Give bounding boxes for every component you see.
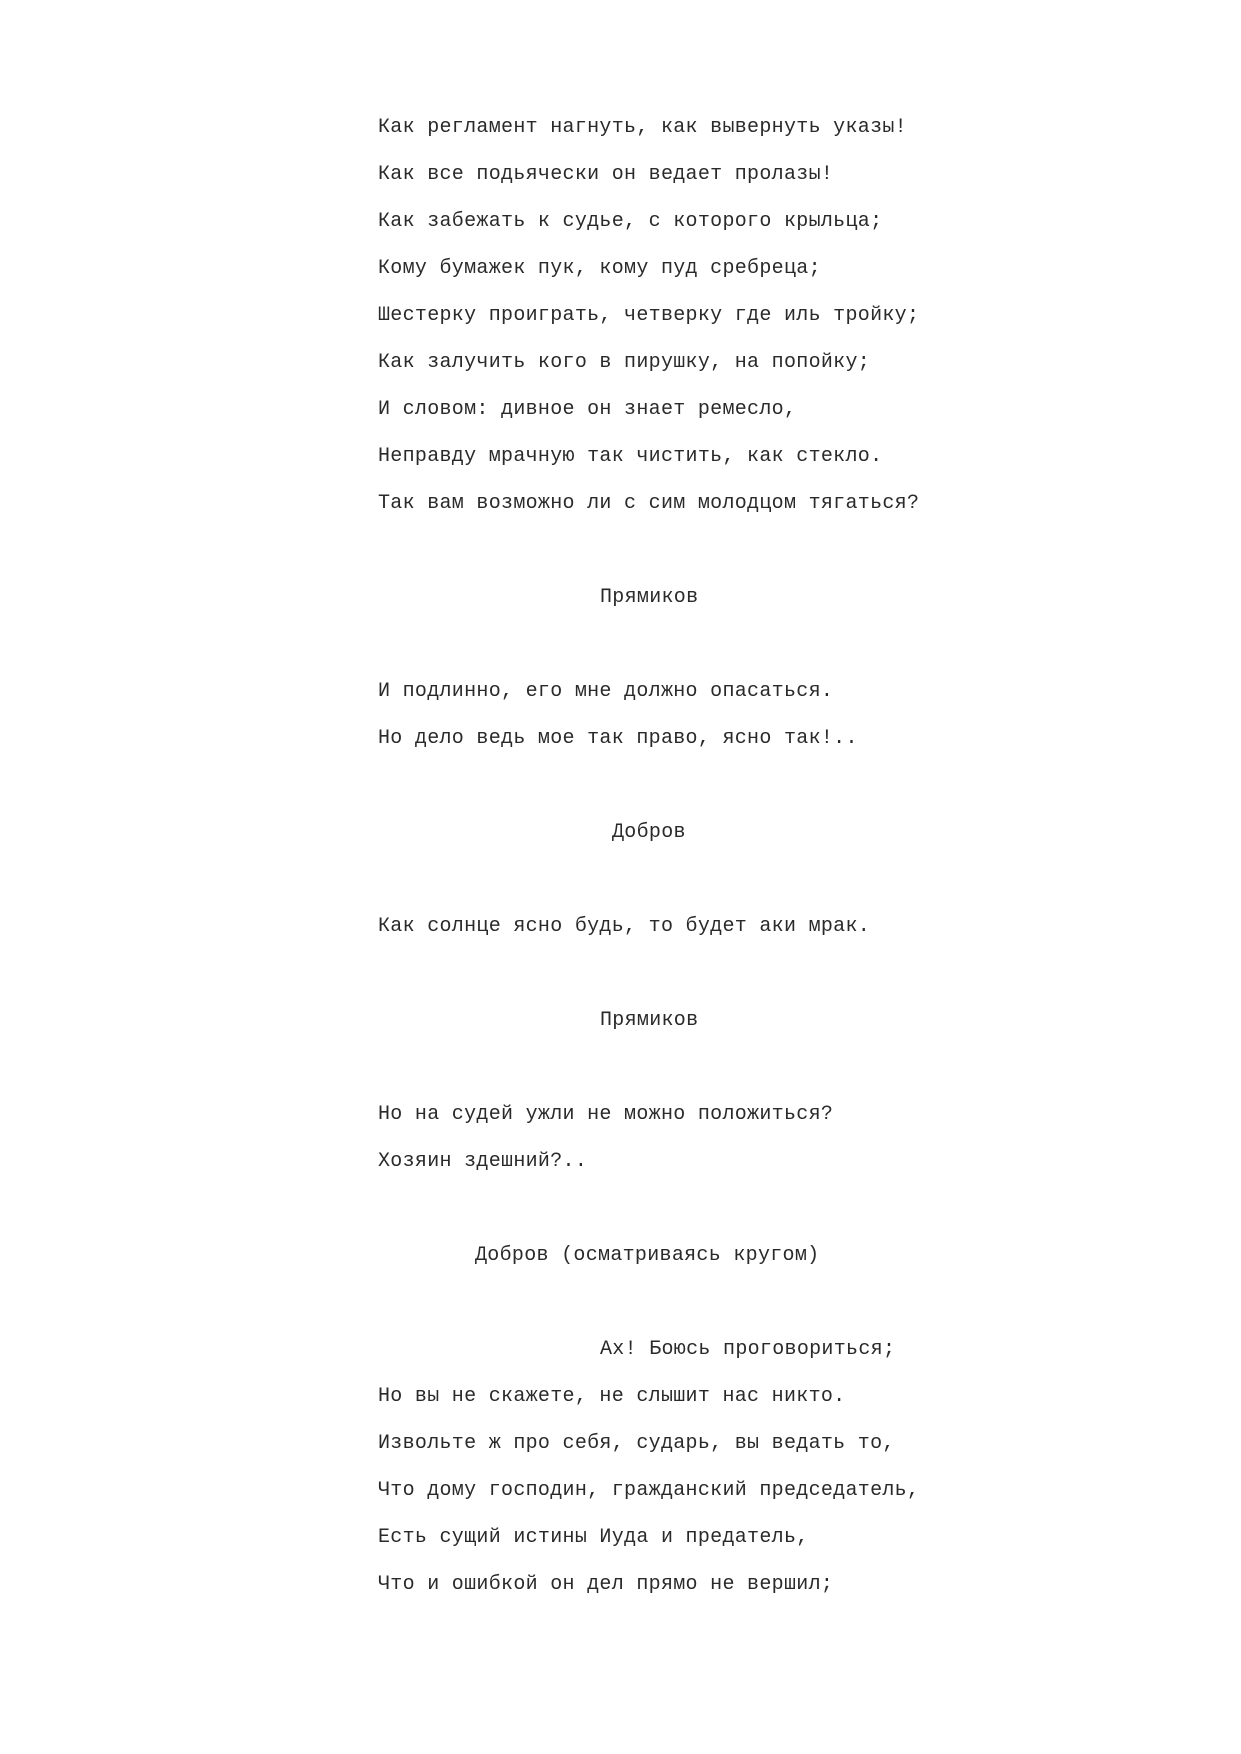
verse-line: Но дело ведь мое так право, ясно так!.. (378, 727, 858, 750)
verse-line: Как солнце ясно будь, то будет аки мрак. (378, 915, 871, 938)
speaker-name: Прямиков (600, 1009, 699, 1032)
verse-line: Но вы не скажете, не слышит нас никто. (378, 1385, 846, 1408)
verse-line: Как залучить кого в пирушку, на попойку; (378, 351, 871, 374)
speaker-name: Добров (612, 821, 686, 844)
speaker-name-with-direction: Добров (осматриваясь кругом) (475, 1244, 820, 1267)
verse-line: Как регламент нагнуть, как вывернуть указы! (378, 116, 907, 139)
verse-line: Шестерку проиграть, четверку где иль тройку; (378, 304, 920, 327)
verse-line: Но на судей ужли не можно положиться? (378, 1103, 834, 1126)
verse-line: И словом: дивное он знает ремесло, (378, 398, 797, 421)
speaker-name: Прямиков (600, 586, 699, 609)
verse-line: Кому бумажек пук, кому пуд сребреца; (378, 257, 821, 280)
verse-line: Так вам возможно ли с сим молодцом тягаться? (378, 492, 920, 515)
verse-line: И подлинно, его мне должно опасаться. (378, 680, 834, 703)
verse-line: Что и ошибкой он дел прямо не вершил; (378, 1573, 834, 1596)
verse-line: Извольте ж про себя, сударь, вы ведать то, (378, 1432, 895, 1455)
verse-line: Что дому господин, гражданский председатель, (378, 1479, 920, 1502)
verse-line: Есть сущий истины Иуда и предатель, (378, 1526, 809, 1549)
verse-line-indented: Ах! Боюсь проговориться; (600, 1338, 896, 1361)
verse-line: Хозяин здешний?.. (378, 1150, 588, 1173)
verse-line: Как все подьячески он ведает пролазы! (378, 163, 834, 186)
verse-line: Неправду мрачную так чистить, как стекло. (378, 445, 883, 468)
verse-line: Как забежать к судье, с которого крыльца; (378, 210, 883, 233)
